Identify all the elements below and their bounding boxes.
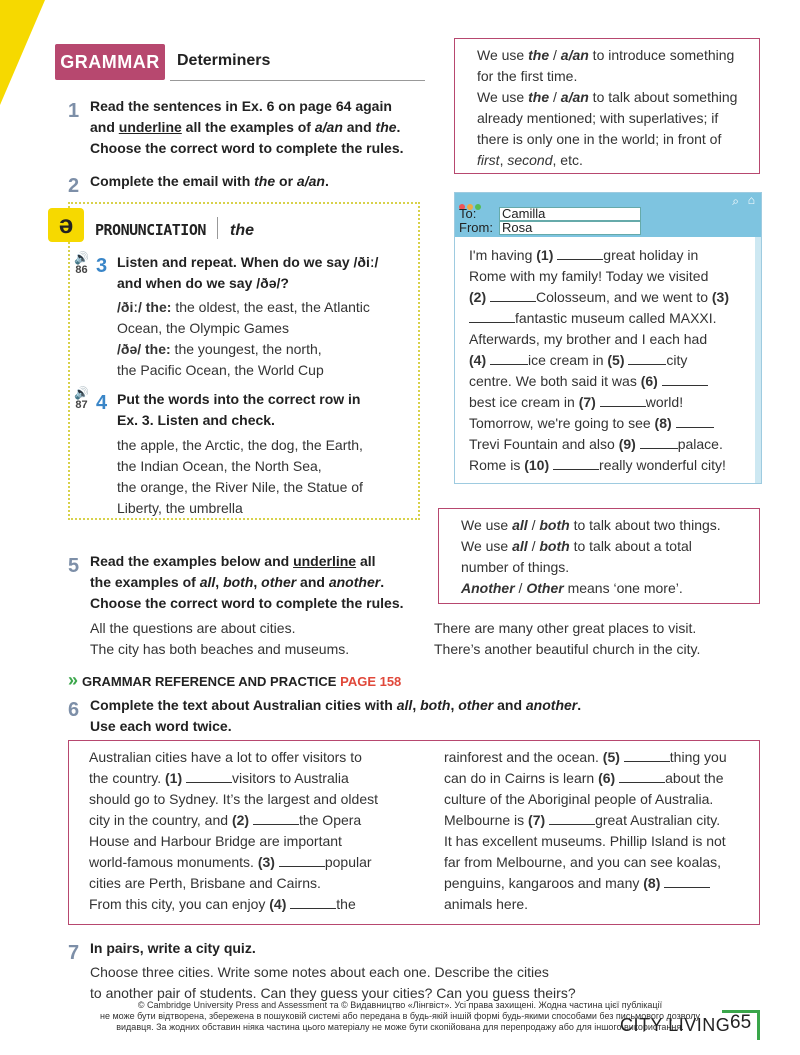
exercise-number: 5 [68,555,80,577]
blank[interactable] [619,770,665,783]
blank[interactable] [664,875,710,888]
australian-cities-text-box [68,740,760,925]
to-label: To: [459,206,477,221]
exercise-6-instructions: Complete the text about Australian cities with all, both, other and another. Use each word twice. [90,697,582,734]
exercise-1-instructions: Read the sentences in Ex. 6 on page 64 again and underline all the examples of a/an and the. Choose the correct word to complete the rules. [90,98,404,156]
rule-line: for the first time. [477,68,578,84]
text-column-left: Australian cities have a lot to offer visitors to the country. (1) visitors to Australia should go to Sydney. It’s the largest and oldest city in the country, and (2) the Opera House and Harbour Bridge are important world-famous monuments. (3) popular cities are Perth, Brisbane and Cairns. From this city, you can enjoy (4) the [89,749,379,912]
email-header [455,193,761,237]
blank[interactable] [469,310,515,323]
scrollbar[interactable] [755,237,761,483]
exercise-number: 2 [68,175,80,197]
exercise-4-instructions: Put the words into the correct row in Ex. 3. Listen and check. [117,391,361,428]
blank[interactable] [549,812,595,825]
exercise-number: 3 [96,255,108,277]
copyright-notice: © Cambridge University Press and Assessment та © Видавництво «Лінгвіст». Усі права захищені. Жодна частина цієї публікації не може бути відтворена, збережена в пошуковій системі або передана в будь-якій іншій формі будь-якими способами без письмового дозволу видавця. За жодних обставин ніяка частина цього матеріалу не може бути скопійована для перепродажу або для іншого використання. [100,1000,700,1032]
blank[interactable] [676,415,714,428]
corner-decoration [0,0,45,105]
page-number: 65 [730,1012,752,1033]
divider [217,217,218,239]
blank[interactable] [624,749,670,762]
grammar-title: Determiners [177,52,271,69]
blank[interactable] [557,247,603,260]
home-icon[interactable]: ⌂ [747,193,755,207]
speaker-icon: 🔊 [74,386,89,400]
to-value: Camilla [502,206,546,221]
speaker-icon: 🔊 [74,251,89,265]
blank[interactable] [553,457,599,470]
audio-track-button[interactable]: 🔊 86 [74,251,89,276]
double-chevron-icon: » [68,670,79,690]
exercise-number: 7 [68,942,80,964]
exercise-number: 4 [96,392,108,414]
exercise-5-examples-left: All the questions are about cities. The city has both beaches and museums. [90,620,350,657]
exercise-5-examples-right: There are many other great places to visit. There’s another beautiful church in the city. [434,620,701,657]
blank[interactable] [600,394,646,407]
blank[interactable] [490,289,536,302]
blank[interactable] [253,812,299,825]
from-value: Rosa [502,220,533,235]
rule-line: already mentioned; with superlatives; if [477,110,719,126]
exercise-2-instructions: Complete the email with the or a/an. [90,173,329,189]
search-icon[interactable]: ⌕ [732,194,739,208]
email-body: I'm having (1) great holiday in Rome with my family! Today we visited (2) Colosseum, and we went to (3) fantastic museum called MAXXI. Afterwards, my brother and I each had (4) ice cream in (5) city centre. We both said it was (6) best ice cream in (7) world! Tomorrow, we're going to see (8) Trevi Fountain and also (9) palace. Rome is (10) really wonderful city! [469,247,730,473]
rule-box-determiners: We use all / both to talk about two things. We use all / both to talk about a total number of things. Another / Other means ‘one more’. [438,508,760,604]
blank[interactable] [490,352,528,365]
exercise-number: 1 [68,100,80,122]
unit-name: CITY LIVING [620,1015,731,1035]
blank[interactable] [279,854,325,867]
blank[interactable] [186,770,232,783]
rule-box-articles [454,38,760,174]
exercise-3-instructions: Listen and repeat. When do we say /ðiː/ and when do we say /ðə/? [117,254,379,291]
email-window [454,192,762,484]
exercise-number: 6 [68,699,80,721]
title-underline [170,80,425,81]
schwa-icon: ə [48,208,84,242]
grammar-badge: GRAMMAR [55,44,165,80]
from-label: From: [459,220,493,235]
rule-line: We use the / a/an to introduce something [477,47,735,63]
blank[interactable] [640,436,678,449]
exercise-7-title: In pairs, write a city quiz. [90,940,256,956]
grammar-reference-link[interactable]: » GRAMMAR REFERENCE AND PRACTICE PAGE 158 [68,670,402,690]
blank[interactable] [628,352,666,365]
exercise-3-examples: /ðiː/ the: the oldest, the east, the Atlantic Ocean, the Olympic Games /ðə/ the: the youngest, the north, the Pacific Ocean, the World Cup [117,299,370,378]
exercise-4-words: the apple, the Arctic, the dog, the Earth, the Indian Ocean, the North Sea, the orange, the River Nile, the Statue of Liberty, the umbrella [117,437,363,516]
rule-line: first, second, etc. [477,152,583,168]
pronunciation-title: PRONUNCIATION [95,221,206,239]
blank[interactable] [662,373,708,386]
exercise-5-instructions: Read the examples below and underline all the examples of all, both, other and another. Choose the correct word to complete the rules. [90,553,404,611]
blank[interactable] [290,896,336,909]
text-column-right: rainforest and the ocean. (5) thing you can do in Cairns is learn (6) about the culture of the Aboriginal people of Australia. Melbourne is (7) great Australian city. It has excellent museums. Phillip Island is not far from Melbourne, and you can see koalas, penguins, kangaroos and many (8) animals here. [444,749,727,912]
rule-line: We use the / a/an to talk about something [477,89,738,105]
rule-line: there is only one in the world; in front of [477,131,722,147]
pronunciation-word: the [230,222,254,239]
audio-track-button[interactable]: 🔊 87 [74,386,89,411]
exercise-7-instructions: Choose three cities. Write some notes about each one. Describe the cities to another pair of students. Can they guess your cities? Can you guess theirs? [90,964,576,1001]
